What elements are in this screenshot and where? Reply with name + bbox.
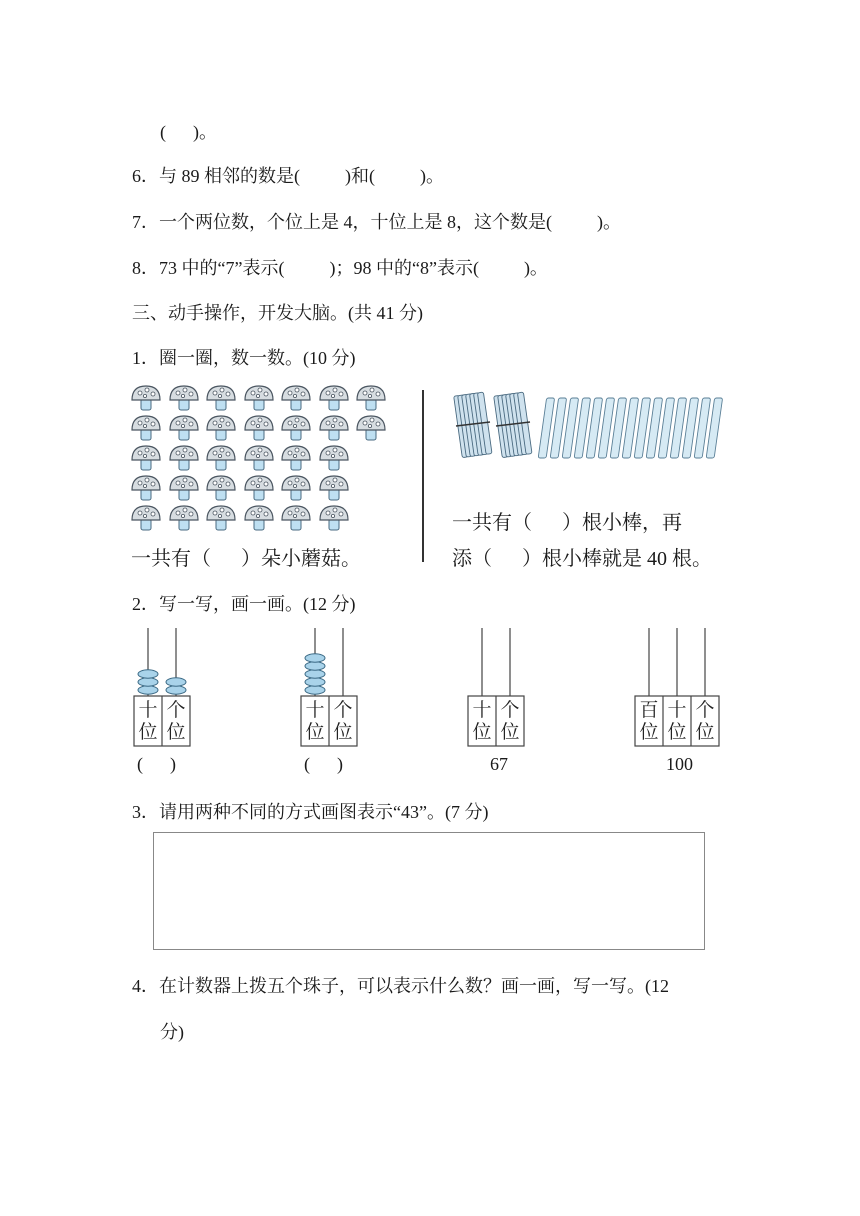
mushroom-icon [318, 384, 350, 412]
vertical-divider [422, 390, 424, 562]
place-label: 位 [639, 722, 659, 743]
bead-icon [305, 662, 325, 670]
bead-icon [138, 678, 158, 686]
mushroom-icon [168, 444, 200, 472]
question-7: 7．一个两位数，个位上是 4，十位上是 8，这个数是( )。 [132, 212, 621, 232]
mushroom-icon [355, 414, 387, 442]
place-label: 位 [333, 722, 353, 743]
sticks-figure [450, 388, 740, 464]
abacus-figure [120, 624, 740, 754]
bead-icon [305, 670, 325, 678]
place-label: 位 [667, 722, 687, 743]
place-label: 十 [305, 700, 325, 721]
s3-question-4-line-1: 4．在计数器上拨五个珠子，可以表示什么数？画一画，写一写。(12 [132, 976, 669, 996]
mushroom-icon [205, 414, 237, 442]
stick-bundle-icon [494, 392, 532, 458]
place-label: 十 [138, 700, 158, 721]
answer-box[interactable] [153, 832, 705, 950]
mushroom-icon [280, 504, 312, 532]
mushroom-icon [168, 384, 200, 412]
abacus-caption-4: 100 [666, 754, 693, 774]
mushroom-icon [130, 384, 162, 412]
mushroom-icon [280, 384, 312, 412]
place-label: 个 [166, 700, 186, 721]
bead-icon [305, 654, 325, 662]
mushroom-icon [168, 504, 200, 532]
sticks-caption-2: 添（ ）根小棒就是 40 根。 [452, 548, 712, 570]
abacus-caption-2: ( ) [304, 754, 343, 774]
mushroom-icon [318, 504, 350, 532]
abacus-icon [134, 628, 190, 746]
place-label: 位 [472, 722, 492, 743]
mushroom-icon [280, 444, 312, 472]
mushroom-icon [130, 444, 162, 472]
mushroom-icon [168, 414, 200, 442]
mushroom-icon [280, 414, 312, 442]
mushroom-icon [130, 504, 162, 532]
stick-bundle-icon [454, 392, 492, 458]
place-label: 十 [472, 700, 492, 721]
mushroom-icon [130, 414, 162, 442]
bead-icon [166, 686, 186, 694]
mushroom-grid [130, 384, 400, 534]
place-label: 个 [333, 700, 353, 721]
place-label: 位 [695, 722, 715, 743]
mushroom-icon [318, 414, 350, 442]
abacus-icon [635, 628, 719, 746]
mushroom-icon [243, 414, 275, 442]
bead-icon [305, 686, 325, 694]
place-label: 百 [639, 700, 659, 721]
mushroom-icon [318, 444, 350, 472]
section-3-title: 三、动手操作，开发大脑。(共 41 分) [132, 303, 423, 323]
bead-icon [138, 670, 158, 678]
mushroom-caption: 一共有（ ）朵小蘑菇。 [131, 548, 361, 570]
question-6: 6．与 89 相邻的数是( )和( )。 [132, 166, 444, 186]
mushroom-icon [280, 474, 312, 502]
mushroom-icon [205, 444, 237, 472]
mushroom-icon [168, 474, 200, 502]
mushroom-icon [243, 384, 275, 412]
question-8: 8．73 中的“7”表示( )；98 中的“8”表示( )。 [132, 258, 548, 278]
abacus-caption-1: ( ) [137, 754, 176, 774]
place-label: 个 [695, 700, 715, 721]
bead-icon [305, 678, 325, 686]
s3-question-3: 3．请用两种不同的方式画图表示“43”。(7 分) [132, 802, 489, 822]
abacus-caption-3: 67 [490, 754, 508, 774]
place-label: 位 [500, 722, 520, 743]
mushroom-icon [355, 384, 387, 412]
mushroom-icon [243, 504, 275, 532]
sticks-caption-1: 一共有（ ）根小棒，再 [452, 512, 682, 534]
mushroom-icon [243, 444, 275, 472]
bead-icon [138, 686, 158, 694]
mushroom-icon [205, 474, 237, 502]
mushroom-icon [205, 504, 237, 532]
mushroom-icon [205, 384, 237, 412]
s3-question-2: 2．写一写，画一画。(12 分) [132, 594, 356, 614]
s3-question-1: 1．圈一圈，数一数。(10 分) [132, 348, 356, 368]
place-label: 个 [500, 700, 520, 721]
q5-tail: ( )。 [160, 122, 217, 142]
abacus-icon [301, 628, 357, 746]
mushroom-icon [318, 474, 350, 502]
mushroom-icon [243, 474, 275, 502]
mushroom-icon [130, 474, 162, 502]
s3-question-4-line-2: 分) [160, 1022, 184, 1042]
place-label: 位 [138, 722, 158, 743]
place-label: 位 [166, 722, 186, 743]
abacus-icon [468, 628, 524, 746]
place-label: 十 [667, 700, 687, 721]
place-label: 位 [305, 722, 325, 743]
bead-icon [166, 678, 186, 686]
